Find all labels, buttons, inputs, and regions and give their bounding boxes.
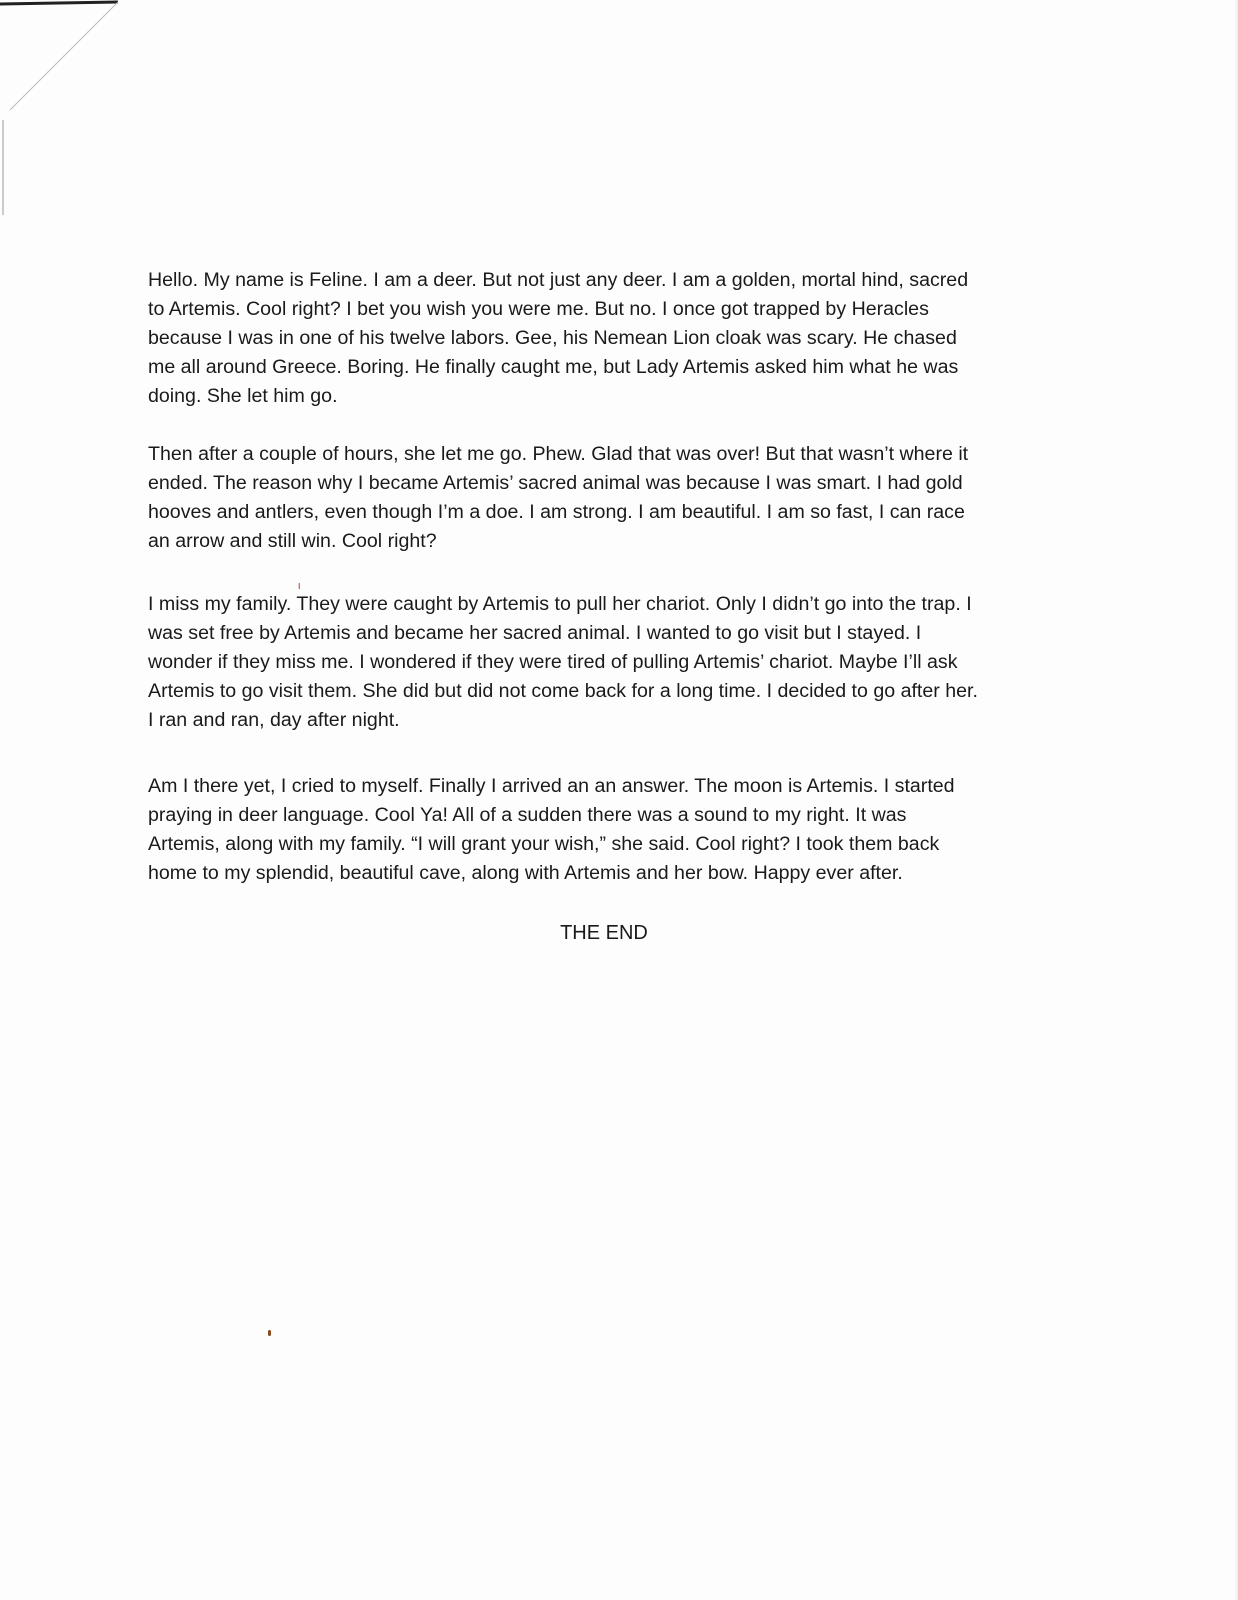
text-line: Then after a couple of hours, she let me go. Phew. Glad that was over! But that wasn’t where it: [148, 443, 969, 465]
text-line: to Artemis. Cool right? I bet you wish you were me. But no. I once got trapped by Heracles: [148, 298, 929, 320]
text-line: Artemis, along with my family. “I will grant your wish,” she said. Cool right? I took them back: [148, 833, 940, 855]
text-line: wonder if they miss me. I wondered if they were tired of pulling Artemis’ chariot. Maybe I’ll ask: [148, 651, 958, 673]
text-line: Hello. My name is Feline. I am a deer. But not just any deer. I am a golden, mortal hind, sacred: [148, 269, 969, 291]
folded-corner-mark: [0, 0, 130, 220]
paragraph-2: [148, 440, 1088, 556]
text-line: hooves and antlers, even though I’m a doe. I am strong. I am beautiful. I am so fast, I can race: [148, 501, 965, 523]
ink-speck: [268, 1330, 271, 1336]
text-line: praying in deer language. Cool Ya! All of a sudden there was a sound to my right. It was: [148, 804, 907, 826]
text-line: ended. The reason why I became Artemis’ sacred animal was because I was smart. I had gold: [148, 472, 963, 494]
text-line: doing. She let him go.: [148, 385, 338, 407]
text-line: I ran and ran, day after night.: [148, 709, 400, 731]
closing-text: THE END: [560, 922, 648, 944]
paragraph-1: [148, 266, 1088, 411]
text-line: Am I there yet, I cried to myself. Finally I arrived an an answer. The moon is Artemis. I started: [148, 775, 955, 797]
text-line: was set free by Artemis and became her sacred animal. I wanted to go visit but I stayed. I: [148, 622, 922, 644]
text-line: Artemis to go visit them. She did but did not come back for a long time. I decided to go after her.: [148, 680, 978, 702]
text-line: because I was in one of his twelve labors. Gee, his Nemean Lion cloak was scary. He chased: [148, 327, 957, 349]
text-line: me all around Greece. Boring. He finally caught me, but Lady Artemis asked him what he was: [148, 356, 959, 378]
scan-edge: [1234, 0, 1238, 1600]
paragraph-3: [148, 590, 1088, 735]
text-line: I miss my family. They were caught by Artemis to pull her chariot. Only I didn’t go into the trap. I: [148, 593, 972, 615]
handwritten-mark: ι: [298, 580, 301, 592]
paragraph-4: [148, 772, 1088, 888]
text-line: home to my splendid, beautiful cave, along with Artemis and her bow. Happy ever after.: [148, 862, 903, 884]
text-line: an arrow and still win. Cool right?: [148, 530, 437, 552]
